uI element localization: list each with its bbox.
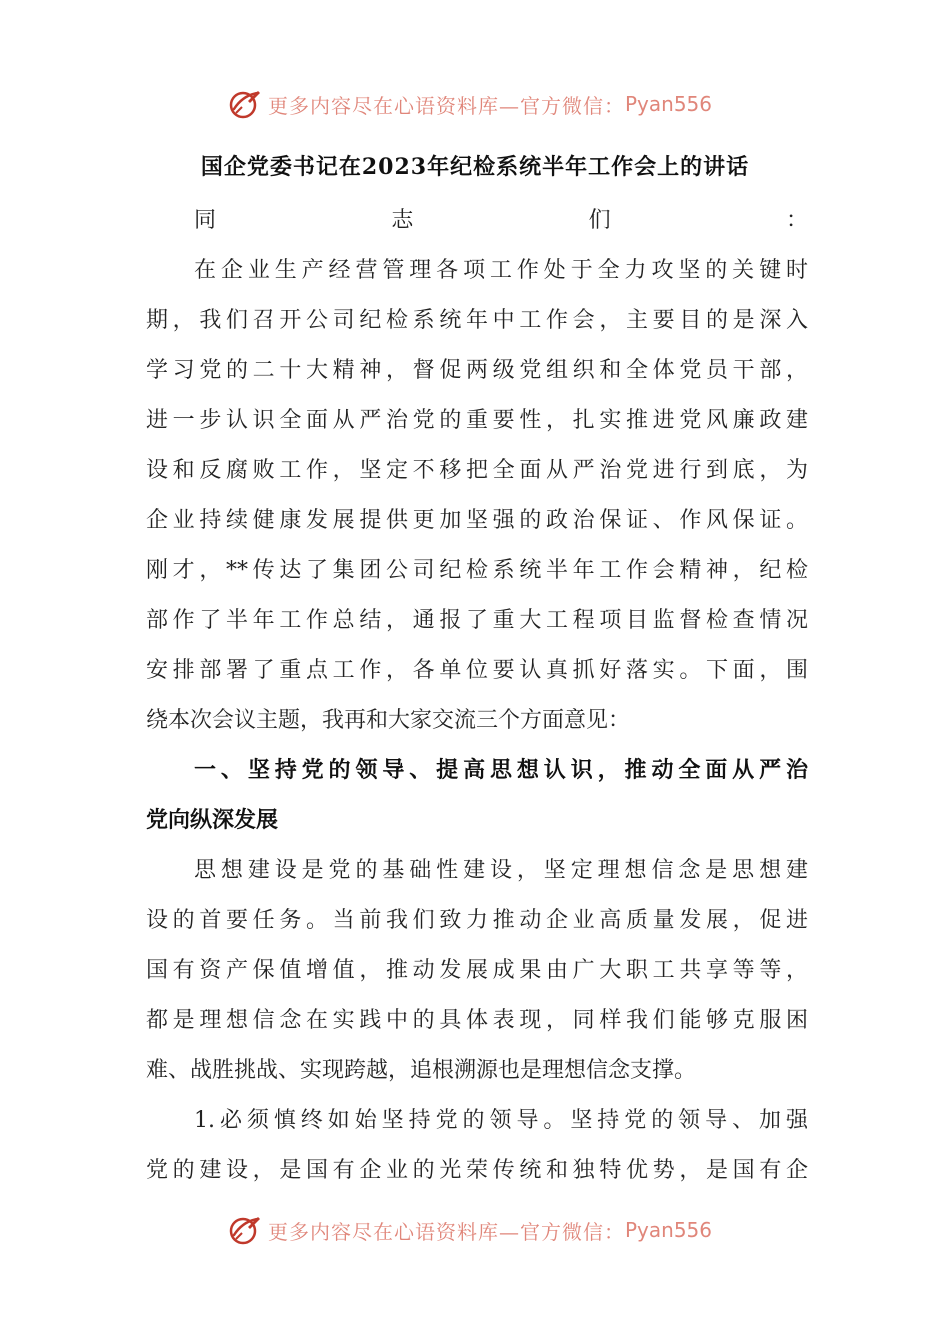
- footer-watermark-banner: [228, 1210, 712, 1250]
- paragraph-line: 1.必须慎终如始坚持党的领导。坚持党的领导、加强: [194, 1108, 808, 1133]
- section-heading: 党向纵深发展: [146, 808, 279, 833]
- paragraph-line: 进一步认识全面从严治党的重要性，扎实推进党风廉政建: [146, 408, 808, 433]
- paragraph-line: 难、战胜挑战、实现跨越，追根溯源也是理想信念支撑。: [146, 1058, 697, 1083]
- pen-logo-icon: [228, 1213, 262, 1247]
- paragraph-line: 在企业生产经营管理各项工作处于全力攻坚的关键时: [194, 258, 808, 283]
- page-title: 国企党委书记在2023年纪检系统半年工作会上的讲话: [200, 154, 750, 180]
- banner-wechat-id: Pyan556: [625, 92, 713, 116]
- paragraph-line: 思想建设是党的基础性建设，坚定理想信念是思想建: [194, 858, 808, 883]
- header-watermark-banner: [228, 84, 712, 124]
- banner-text: 更多内容尽在心语资料库—官方微信：: [268, 1219, 625, 1244]
- paragraph-line: 国有资产保值增值，推动发展成果由广大职工共享等等，: [146, 958, 808, 983]
- banner-text: 更多内容尽在心语资料库—官方微信：: [268, 93, 625, 118]
- paragraph-line: 同志们：: [194, 208, 808, 233]
- paragraph-line: 都是理想信念在实践中的具体表现，同样我们能够克服困: [146, 1008, 808, 1033]
- paragraph-line: 刚才，**传达了集团公司纪检系统半年工作会精神，纪检: [146, 558, 808, 583]
- paragraph-line: 党的建设，是国有企业的光荣传统和独特优势，是国有企: [146, 1158, 808, 1183]
- paragraph-line: 绕本次会议主题，我再和大家交流三个方面意见：: [146, 708, 631, 733]
- banner-wechat-id: Pyan556: [625, 1218, 713, 1242]
- paragraph-line: 企业持续健康发展提供更加坚强的政治保证、作风保证。: [146, 508, 808, 533]
- paragraph-line: 安排部署了重点工作，各单位要认真抓好落实。下面，围: [146, 658, 808, 683]
- paragraph-line: 设的首要任务。当前我们致力推动企业高质量发展，促进: [146, 908, 808, 933]
- document-body: [146, 196, 808, 1196]
- paragraph-line: 学习党的二十大精神，督促两级党组织和全体党员干部，: [146, 358, 808, 383]
- paragraph-line: 期，我们召开公司纪检系统年中工作会，主要目的是深入: [146, 308, 808, 333]
- paragraph-line: 设和反腐败工作，坚定不移把全面从严治党进行到底，为: [146, 458, 808, 483]
- paragraph-line: 部作了半年工作总结，通报了重大工程项目监督检查情况: [146, 608, 808, 633]
- section-heading: 一、坚持党的领导、提高思想认识，推动全面从严治: [194, 758, 808, 783]
- pen-logo-icon: [228, 87, 262, 121]
